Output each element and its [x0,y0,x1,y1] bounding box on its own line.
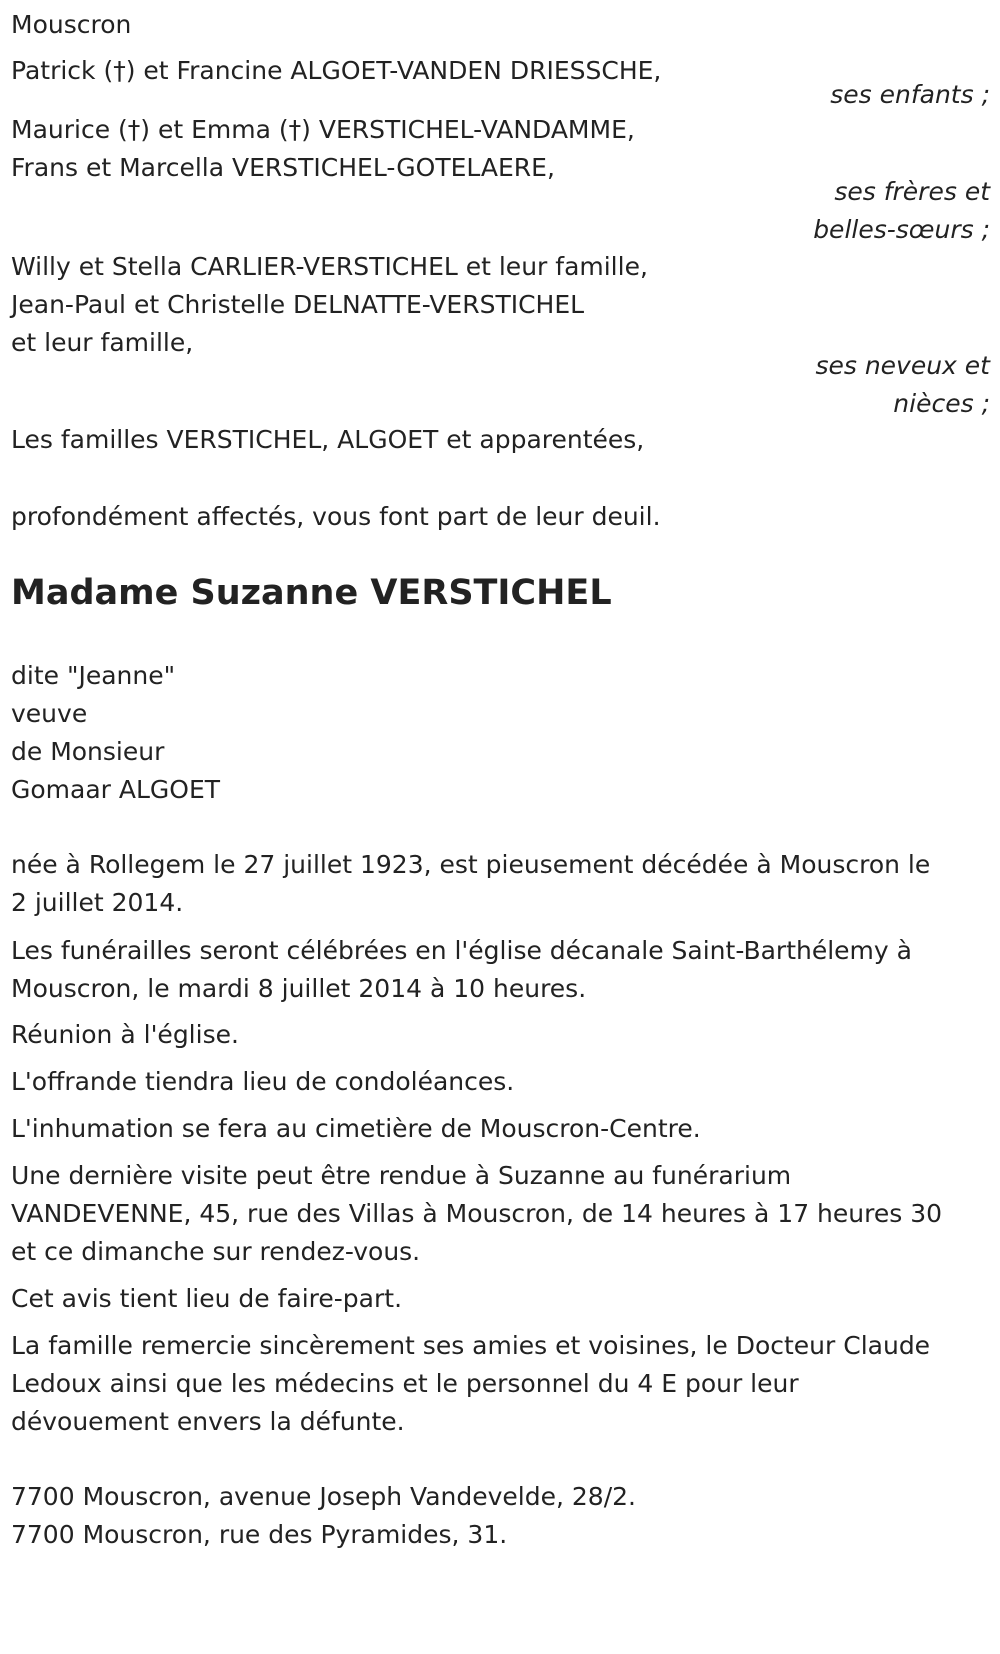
body-thanks-3: dévouement envers la défunte. [11,1407,405,1436]
body-thanks-2: Ledoux ainsi que les médecins et le personnel du 4 E pour leur [11,1369,799,1398]
body-thanks-1: La famille remercie sincèrement ses amies et voisines, le Docteur Claude [11,1331,931,1360]
relation-nephews-1: ses neveux et [815,351,990,380]
body-birth-2: 2 juillet 2014. [11,888,184,917]
relation-nephews-2: nièces ; [893,389,990,418]
family-line-children: Patrick (†) et Francine ALGOET-VANDEN DRIESSCHE, [11,56,662,85]
relation-siblings-1: ses frères et [834,177,990,206]
body-burial: L'inhumation se fera au cimetière de Mouscron-Centre. [11,1114,701,1143]
body-birth-1: née à Rollegem le 27 juillet 1923, est pieusement décédée à Mouscron le [11,850,931,879]
body-visit-1: Une dernière visite peut être rendue à Suzanne au funérarium [11,1161,792,1190]
body-reunion: Réunion à l'église. [11,1020,239,1049]
body-visit-3: et ce dimanche sur rendez-vous. [11,1237,421,1266]
family-line-sibling-1: Maurice (†) et Emma (†) VERSTICHEL-VANDAMME, [11,115,635,144]
detail-nickname: dite "Jeanne" [11,661,176,690]
body-offering: L'offrande tiendra lieu de condoléances. [11,1067,515,1096]
family-line-sibling-2: Frans et Marcella VERSTICHEL-GOTELAERE, [11,153,555,182]
body-visit-2: VANDEVENNE, 45, rue des Villas à Mouscron, de 14 heures à 17 heures 30 [11,1199,943,1228]
detail-spouse-name: Gomaar ALGOET [11,775,221,804]
family-line-nephews-2: Jean-Paul et Christelle DELNATTE-VERSTICHEL [11,290,585,319]
family-line-families: Les familles VERSTICHEL, ALGOET et apparentées, [11,425,645,454]
body-funeral-1: Les funérailles seront célébrées en l'église décanale Saint-Barthélemy à [11,936,912,965]
deceased-name: Madame Suzanne VERSTICHEL [11,573,612,613]
relation-siblings-2: belles-sœurs ; [813,215,990,244]
intro-line: profondément affectés, vous font part de leur deuil. [11,502,661,531]
address-1: 7700 Mouscron, avenue Joseph Vandevelde, 28/2. [11,1482,636,1511]
relation-children: ses enfants ; [830,80,990,109]
family-line-nephews-3: et leur famille, [11,328,194,357]
location: Mouscron [11,10,132,39]
detail-monsieur: de Monsieur [11,737,165,766]
address-2: 7700 Mouscron, rue des Pyramides, 31. [11,1520,508,1549]
detail-widow: veuve [11,699,88,728]
body-notice: Cet avis tient lieu de faire-part. [11,1284,403,1313]
body-funeral-2: Mouscron, le mardi 8 juillet 2014 à 10 heures. [11,974,587,1003]
family-line-nephews-1: Willy et Stella CARLIER-VERSTICHEL et leur famille, [11,252,648,281]
